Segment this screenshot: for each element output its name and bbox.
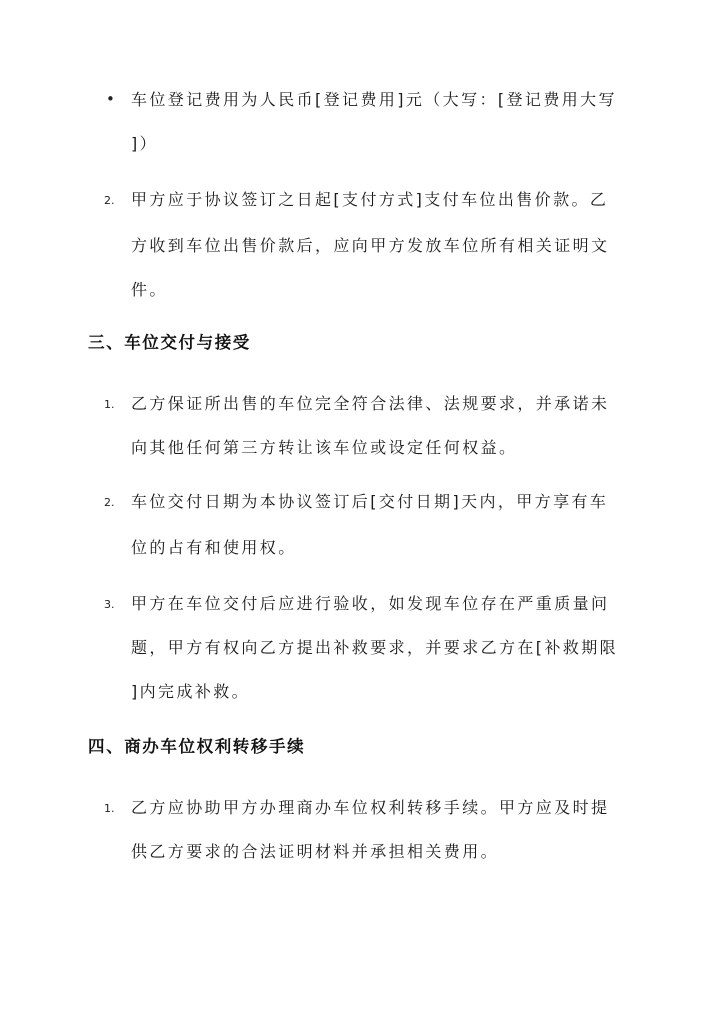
- list-bullet: •: [106, 90, 115, 108]
- list-item-line: ]）: [131, 134, 159, 153]
- list-number: 2.: [104, 496, 115, 509]
- list-item-line: 车位登记费用为人民币[登记费用]元（大写：[登记费用大写: [131, 90, 617, 109]
- list-item-line: 甲方应于协议签订之日起[支付方式]支付车位出售价款。乙: [131, 190, 609, 209]
- list-item-line: 方收到车位出售价款后，应向甲方发放车位所有相关证明文: [131, 236, 610, 255]
- list-number: 1.: [104, 398, 115, 411]
- list-item-line: 供乙方要求的合法证明材料并承担相关费用。: [131, 842, 500, 861]
- list-item-line: 向其他任何第三方转让该车位或设定任何权益。: [131, 438, 518, 457]
- list-item-line: 件。: [131, 280, 168, 299]
- section-heading-delivery: 三、车位交付与接受: [88, 333, 251, 352]
- list-item-line: 乙方保证所出售的车位完全符合法律、法规要求，并承诺未: [131, 394, 610, 413]
- list-item-line: 车位交付日期为本协议签订后[交付日期]天内，甲方享有车: [131, 492, 609, 511]
- list-item-line: 甲方在车位交付后应进行验收，如发现车位存在严重质量问: [131, 594, 610, 613]
- section-heading-transfer: 四、商办车位权利转移手续: [88, 737, 306, 756]
- list-number: 3.: [104, 598, 115, 611]
- list-item-line: 位的占有和使用权。: [131, 538, 297, 557]
- list-number: 2.: [104, 194, 115, 207]
- list-number: 1.: [104, 802, 115, 815]
- list-item-line: ]内完成补救。: [131, 682, 251, 701]
- list-item-line: 题，甲方有权向乙方提出补救要求，并要求乙方在[补救期限: [131, 638, 619, 657]
- list-item-line: 乙方应协助甲方办理商办车位权利转移手续。甲方应及时提: [131, 798, 610, 817]
